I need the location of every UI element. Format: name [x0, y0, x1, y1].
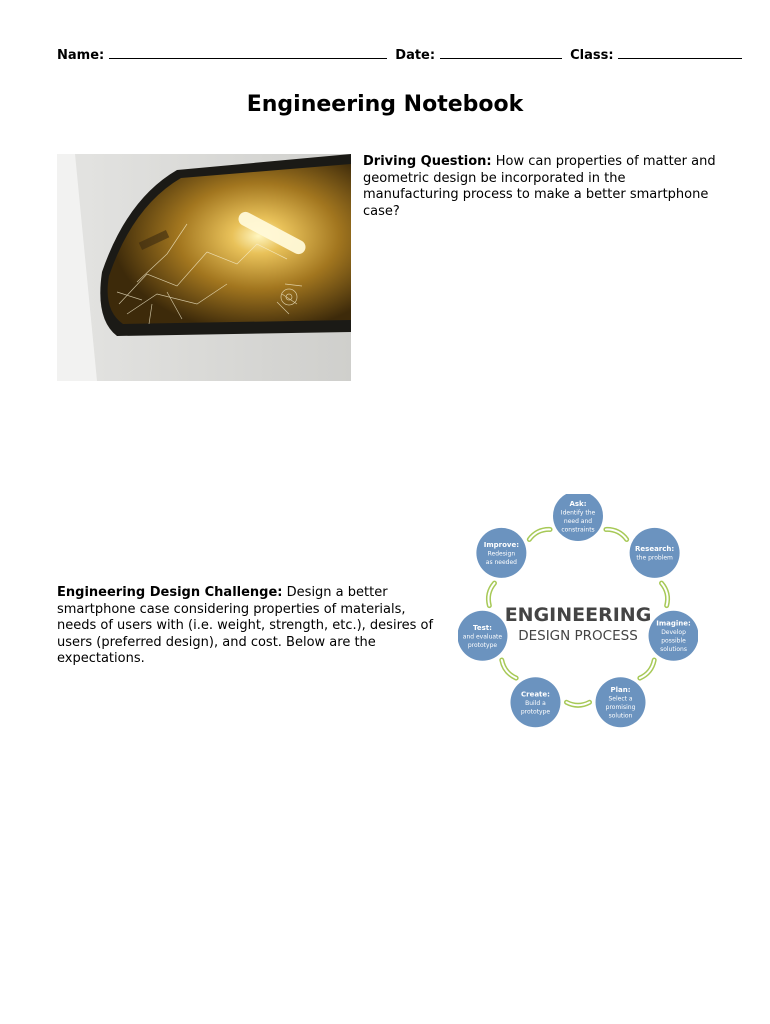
driving-question-label: Driving Question: — [363, 154, 492, 169]
design-challenge-text: Design a better smartphone case considering properties of materials, needs of users with (i.e. weight, strength, etc.), desires of users (preferred design), and cost. Below are the expectations. — [57, 585, 434, 666]
step-label: Improve: — [483, 540, 520, 549]
process-step — [596, 677, 646, 727]
date-label: Date: — [395, 48, 436, 63]
cracked-phone-photo — [57, 154, 351, 381]
cycle-arrow — [640, 660, 654, 678]
process-step — [476, 528, 526, 578]
step-label: Ask: — [569, 499, 587, 508]
driving-question-text: How can properties of matter and geometric design be incorporated in the manufacturing process to make a better smartphone case? — [363, 154, 716, 219]
design-challenge — [57, 585, 447, 668]
name-blank[interactable] — [109, 46, 387, 59]
step-description: prototype — [520, 708, 551, 716]
diagram-title-line1: ENGINEERING — [504, 604, 652, 626]
step-description: promising — [605, 704, 636, 712]
step-label: Imagine: — [656, 619, 691, 628]
process-step — [510, 677, 560, 727]
header-fields — [57, 46, 727, 63]
step-description: the problem — [636, 554, 673, 562]
step-description: Build a — [525, 699, 546, 707]
process-step — [458, 611, 507, 661]
step-label: Test: — [473, 623, 492, 632]
step-description: constraints — [561, 526, 595, 534]
step-description: prototype — [467, 641, 498, 649]
process-step — [553, 494, 603, 541]
class-blank[interactable] — [618, 46, 742, 59]
engineering-design-process-diagram — [458, 494, 698, 744]
step-label: Research: — [635, 545, 675, 554]
step-description: solutions — [660, 646, 687, 654]
name-label: Name: — [57, 48, 105, 63]
step-description: as needed — [485, 558, 517, 566]
page-title: Engineering Notebook — [246, 92, 524, 117]
step-description: solution — [608, 712, 633, 720]
step-label: Plan: — [610, 686, 631, 695]
step-label: Create: — [520, 690, 550, 699]
step-description: Identify the — [560, 509, 596, 517]
step-description: need and — [563, 517, 593, 525]
process-step — [649, 611, 698, 661]
driving-question — [363, 154, 723, 220]
design-challenge-label: Engineering Design Challenge: — [57, 585, 283, 600]
step-description: and evaluate — [462, 633, 503, 641]
step-description: possible — [661, 637, 686, 645]
date-blank[interactable] — [440, 46, 562, 59]
step-description: Develop — [661, 629, 686, 637]
diagram-title-line2: DESIGN PROCESS — [518, 628, 638, 644]
class-label: Class: — [570, 48, 614, 63]
step-description: Redesign — [487, 550, 516, 558]
cycle-arrow — [502, 660, 516, 678]
process-step — [630, 528, 680, 578]
step-description: Select a — [608, 695, 633, 703]
